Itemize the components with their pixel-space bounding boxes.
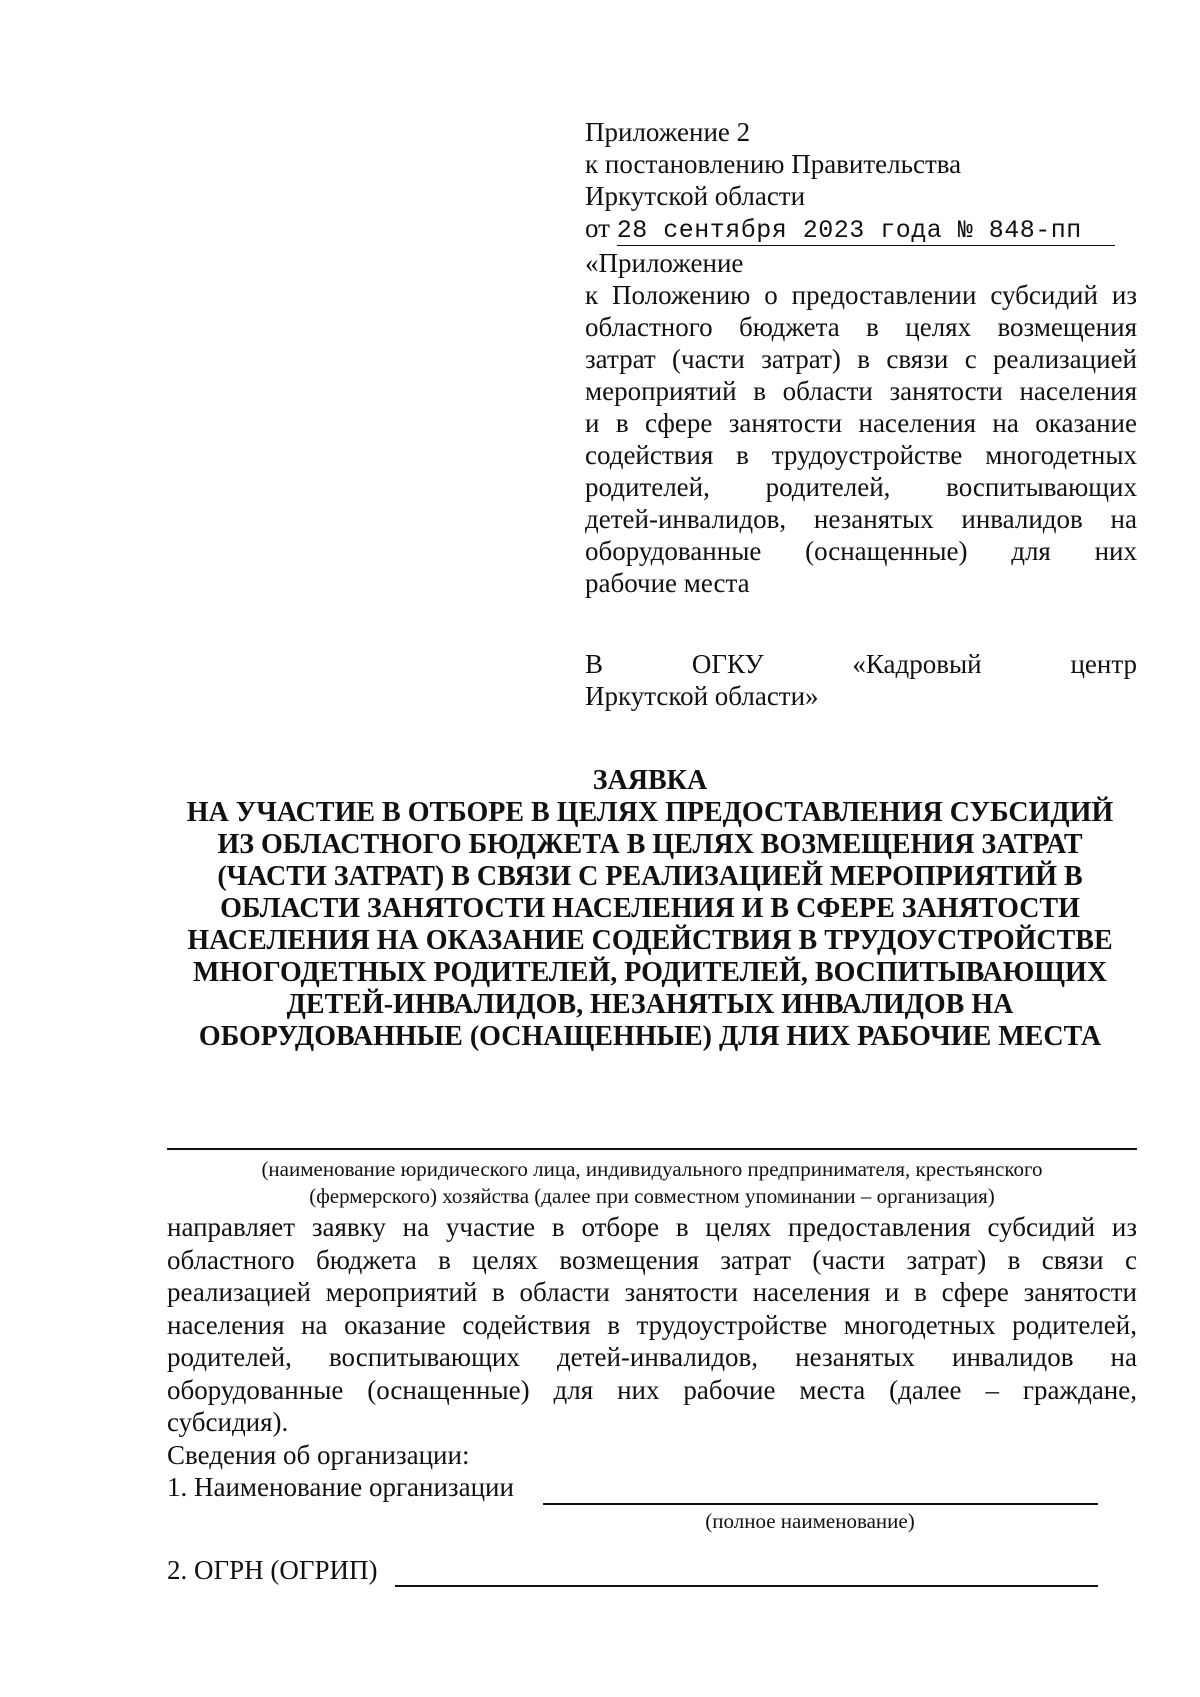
title-heading: ЗАЯВКА [592,765,708,796]
inner-appendix-line: областного бюджета в целях возмещения [585,312,1137,342]
section-heading: Сведения об организации: [167,1439,470,1470]
body-line: оборудованные (оснащенные) для них рабочие места (далее – граждане, [167,1374,1137,1405]
title-line: ОБОРУДОВАННЫЕ (ОСНАЩЕННЫЕ) ДЛЯ НИХ РАБОЧИЕ МЕСТА [198,1021,1102,1052]
decree-underline [617,245,1115,246]
inner-appendix-line: затрат (части затрат) в связи с реализацией [585,344,1137,374]
title-line: (ЧАСТИ ЗАТРАТ) В СВЯЗИ С РЕАЛИЗАЦИЕЙ МЕРОПРИЯТИЙ В [217,861,1083,892]
title-line: ИЗ ОБЛАСТНОГО БЮДЖЕТА В ЦЕЛЯХ ВОЗМЕЩЕНИЯ ЗАТРАТ [217,829,1083,860]
title-line: МНОГОДЕТНЫХ РОДИТЕЛЕЙ, РОДИТЕЛЕЙ, ВОСПИТЫВАЮЩИХ [192,957,1108,988]
org-name-field[interactable] [543,1503,1098,1505]
inner-appendix-body [585,279,1137,599]
body-line: родителей, воспитывающих детей-инвалидов, незанятых инвалидов на [167,1342,1137,1372]
org-name-blank[interactable] [167,1148,1137,1150]
appendix-line: Иркутской области [585,181,806,211]
body-line: субсидия). [167,1407,289,1437]
ogrn-label: 2. ОГРН (ОГРИП) [167,1555,378,1585]
body-line: направляет заявку на участие в отборе в целях предоставления субсидий из [167,1212,1137,1242]
addressee-line: В ОГКУ «Кадровый центр [585,649,1137,679]
inner-appendix-line: мероприятий в области занятости населения [585,376,1137,406]
decree-prefix: от [585,213,610,243]
org-name-label: 1. Наименование организации [167,1472,514,1502]
inner-appendix-line: содействия в трудоустройстве многодетных [585,440,1137,470]
addressee [585,648,1137,712]
addressee-line: Иркутской области» [585,681,819,711]
inner-appendix-line: оборудованные (оснащенные) для них [585,536,1137,566]
inner-appendix-line: детей-инвалидов, незанятых инвалидов на [585,504,1137,534]
body-line: реализацией мероприятий в области занятости населения и в сфере занятости [167,1277,1137,1307]
ogrn-field[interactable] [395,1585,1098,1587]
appendix-line: Приложение 2 [585,117,751,147]
title-line: НАСЕЛЕНИЯ НА ОКАЗАНИЕ СОДЕЙСТВИЯ В ТРУДОУСТРОЙСТВЕ [187,925,1113,956]
org-caption-line: (фермерского) хозяйства (далее при совместном упоминании – организация) [309,1184,995,1208]
appendix-line: к постановлению Правительства [585,149,962,179]
org-name-field-caption: (полное наименование) [705,1509,915,1533]
application-body [167,1211,1137,1471]
decree-number: 28 сентября 2023 года № 848-пп [616,216,1082,245]
inner-appendix-line: рабочие места [585,568,750,598]
appendix-header [585,116,1137,599]
org-name-caption [167,1156,1137,1210]
document-title [160,765,1140,1053]
decree-reference [585,212,1137,247]
inner-appendix-line: и в сфере занятости населения на оказание [585,408,1137,438]
org-caption-line: (наименование юридического лица, индивидуального предпринимателя, крестьянского [261,1157,1043,1181]
inner-appendix-title: «Приложение [585,248,744,278]
title-line: ОБЛАСТИ ЗАНЯТОСТИ НАСЕЛЕНИЯ И В СФЕРЕ ЗАНЯТОСТИ [220,893,1080,924]
body-line: областного бюджета в целях возмещения затрат (части затрат) в связи с [167,1244,1137,1275]
title-line: ДЕТЕЙ-ИНВАЛИДОВ, НЕЗАНЯТЫХ ИНВАЛИДОВ НА [286,989,1014,1020]
title-line: НА УЧАСТИЕ В ОТБОРЕ В ЦЕЛЯХ ПРЕДОСТАВЛЕНИЯ СУБСИДИЙ [186,797,1114,828]
inner-appendix-line: к Положению о предоставлении субсидий из [585,280,1137,310]
inner-appendix-line: родителей, родителей, воспитывающих [585,472,1137,502]
body-line: населения на оказание содействия в трудоустройстве многодетных родителей, [167,1309,1137,1340]
